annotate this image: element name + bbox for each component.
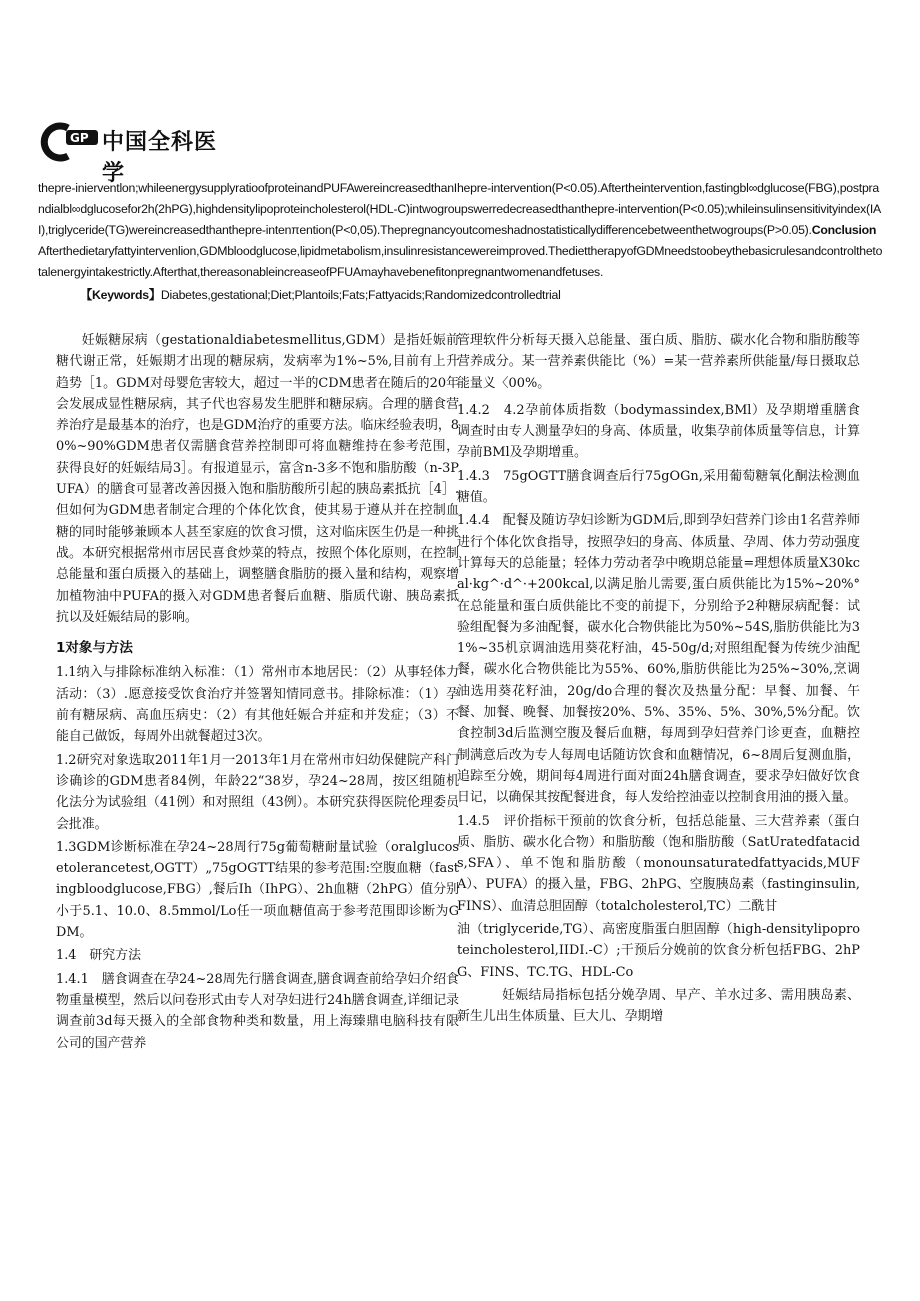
intro-paragraph: 妊娠糖尿病（gestationaldiabetesmellitus,GDM）是指妊娠前糖代谢正常，妊娠期才出现的糖尿病，发病率为1%~5%,目前有上升趋势［1。GDM对母婴危害较大，超过一半的CDM患者在随后的20年会发展成显性糖尿病，其子代也容易发生肥胖和糖尿病。合理的膳食营养治疗是最基本的治疗，也是GDM治疗的重要方法。临床经验表明，80%~90%GDM患者仅需膳食营养控制即可将血糖维持在参考范围，获得良好的妊娠结局3］。有报道显示，富含n-3多不饱和脂肪酸（n-3PUFA）的膳食可显著改善因摄入饱和脂肪酸所引起的胰岛素抵抗［4］.但如何为GDM患者制定合理的个体化饮食，使其易于遵从并在控制血糖的同时能够兼顾本人甚至家庭的饮食习惯，这对临床医生仍是一种挑战。本研究根据常州市居民喜食炒菜的特点，按照个体化原则，在控制总能量和蛋白质摄入的基础上，调整膳食脂肪的摄入量和结构，观察增加植物油中PUFA的摄入对GDM患者餐后血糖、脂质代谢、胰岛素抵抗以及妊娠结局的影响。 [56,333,459,625]
section-title-methods: 1对象与方法 [56,640,133,657]
section-1-4-1-cont: 管理软件分析每天摄入总能量、蛋白质、脂肪、碳水化合物和脂肪酸等营养成分。某一营养素供能比（%）=某一营养素所供能量/每日摄取总能量义〈00%。 [457,333,860,391]
section-1-4-4: 1.4.4 配餐及随访孕妇诊断为GDM后,即到孕妇营养门诊由1名营养师进行个体化饮食指导，按照孕妇的身高、体质量、孕周、体力劳动强度计算每天的总能量；轻体力劳动者孕中晚期总能量=理想体质量X30kcal·kg^·d^·+200kcal,以满足胎儿需要,蛋白质供能比为15%~20%°在总能量和蛋白质供能比不变的前提下，分别给予2种糖尿病配餐：试验组配餐为多油配餐，碳水化合物供能比为50%~54S,脂肪供能比为31%~35机京调油选用葵花籽油，45-50g/d;对照组配餐为传统少油配餐，碳水化合物供能比为55%、60%,脂肪供能比为25%~30%,烹调油选用葵花籽油，20g/do合理的餐次及热量分配：早餐、加餐、午餐、加餐、晚餐、加餐按20%、5%、35%、5%、30%,5%分配。饮食控制3d后监测空腹及餐后血糖，每周到孕妇营养门诊更查，血糖控制满意后改为专人每周电话随访饮食和血糖情况，6~8周后复测血脂，追踪至分娩，期间每4周进行面对面24h膳食调查，要求孕妇做好饮食日记，以确保其按配餐进食，每人发给控油壶以控制食用油的摄入量。 [457,513,860,806]
keywords [38,285,884,306]
journal-logo [40,122,230,186]
abstract [38,178,884,306]
section-1-4-5-cont: 油（triglyceride,TG）、高密度脂蛋白胆固醇（high-densitylipoproteincholesterol,IIDI.-C）;干预后分娩前的饮食分析包括FBG、2hPG、FINS、TC.TG、HDL-Co [457,922,860,980]
section-1-3: 1.3GDM诊断标准在孕24~28周行75g葡萄糖耐量试验（oralglucosetolerancetest,OGTT）„75gOGTT结果的参考范围:空腹血糖（fastingbloodglucose,FBG）,餐后Ih（IhPG）、2h血糖（2hPG）值分别小于5.1、10.0、8.5mmol/Lo任一项血糖值高于参考范围即诊断为GDM。 [56,839,459,941]
conclusion-label: Conclusion [811,223,877,237]
section-1-4-5: 1.4.5 评价指标干预前的饮食分析，包括总能量、三大营养素（蛋白质、脂肪、碳水化合物）和脂肪酸（饱和脂肪酸（SatUratedfatacids,SFA）、单不饱和脂肪酸（monounsaturatedfattyacids,MUFA）、PUFA）的摄入量，FBG、2hPG、空腹胰岛素（fastinginsulin,FINS）、血清总胆固醇（totalcholesterol,TC）二酰甘 [457,813,860,914]
journal-logo-mark [40,122,100,162]
section-1-4-2: 1.4.2 4.2孕前体质指数（bodymassindex,BMl）及孕期增重膳食调查时由专人测量孕妇的身高、体质量，收集孕前体质量等信息，计算孕前BMl及孕期增重。 [457,402,860,461]
left-column [56,330,459,1056]
keywords-text: Diabetes,gestational;Diet;Plantoils;Fats;Fattyacids;Randomizedcontrolledtrial [160,288,561,302]
right-column [457,330,860,1034]
section-1-2: 1.2研究对象选取2011年1月一2013年1月在常州市妇幼保健院产科门诊确诊的GDM患者84例，年龄22“38岁，孕24~28周，按区组随机化法分为试验组（41例）和对照组（43例）。本研究获得医院伦理委员会批准。 [56,752,459,832]
journal-name: 中国全科医学 [102,130,218,186]
section-1-4-3: 1.4.3 75gOGTT膳食调查后行75gOGn,采用葡萄糖氧化酮法检测血糖值。 [457,468,860,506]
section-1-4: 1.4 研究方法 [56,948,141,964]
svg-text:GP: GP [70,131,89,145]
section-1-4-1: 1.4.1 膳食调查在孕24~28周先行膳食调查,膳食调查前给孕妇介绍食物重量模型，然后以问卷形式由专人对孕妇进行24h膳食调查,详细记录调查前3d每天摄入的全部食物种类和数量，用上海臻鼎电脑科技有限公司的国产营养 [56,971,459,1051]
section-1-1: 1.1纳入与排除标准纳入标准：（1）常州市本地居民：（2）从事轻体力活动：（3）.愿意接受饮食治疗并签署知情同意书。排除标准：（1）孕前有糖尿病、高血压病史：（2）有其他妊娠合并症和并发症；（3）不能自己做饭，每周外出就餐超过3次。 [56,665,459,745]
keywords-label: 【Keywords】 [80,288,161,302]
abstract-results: thepre-inierventlon;whileenergysupplyratioofproteinandPUFAwereincreasedthanIhepre-intervention(P<0.05).Aftertheintervention,fastingbl∞dglucose(FBG),postprandialbl∞dglucosefor2h(2hPG),highdensitylipoproteincholesterol(HDL-C)intwogroupswerredecreasedthanthepre-intervention(P<0.05);whileinsulinsensitivityindex(IAI),triglyceride(TG)wereincreasedthanthepre-intenπention(P<0,05).Thepregnancyoutcomeshadnostatisticallydifferencebetweenthetwogroups(P>0.05).ConclusionAfterthedietaryfattyintervenlion,GDMbloodglucose,lipidmetabolism,insulinresistancewereimproved.ThediettherapyofGDMneedstoobeythebasicrulesandcontrolthetotalenergyintakestrictly.Afterthat,thereasonableincreaseofPFUAmayhavebenefitonpregnantwomenandfetuses. [38,181,883,279]
section-1-4-5-outcomes: 妊娠结局指标包括分娩孕周、早产、羊水过多、需用胰岛素、新生儿出生体质量、巨大儿、孕期增 [457,987,860,1025]
